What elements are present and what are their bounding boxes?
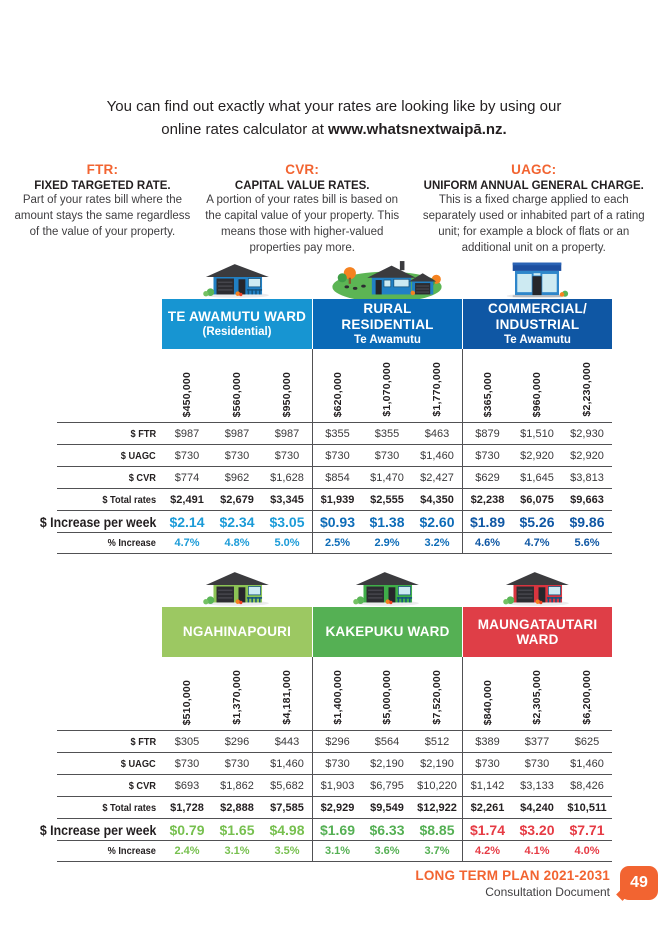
rate-value-cell: $10,511 [562, 796, 612, 818]
rate-value-cell: 4.2% [462, 840, 512, 862]
property-value-cell [262, 349, 312, 422]
rate-value-cell: $443 [262, 730, 312, 752]
definition-uagc [414, 162, 654, 256]
property-value-cell [512, 349, 562, 422]
rate-value-cell: $12,922 [412, 796, 462, 818]
rate-value-cell: $693 [162, 774, 212, 796]
rate-value-cell: $730 [462, 444, 512, 466]
row-label [57, 730, 162, 752]
rate-value-cell: $1,903 [312, 774, 362, 796]
rate-value-cell: $2,888 [212, 796, 262, 818]
property-value-cell [562, 349, 612, 422]
ward-title: TE AWAMUTU WARD [167, 309, 307, 324]
rate-value-cell: $879 [462, 422, 512, 444]
rate-value-cell: $2,920 [512, 444, 562, 466]
property-value: $950,000 [281, 371, 293, 417]
rural-property-icon [319, 255, 455, 299]
row-label-text: $ UAGC [121, 449, 156, 462]
rate-value-cell: $962 [212, 466, 262, 488]
rate-value-cell: $7.71 [562, 818, 612, 840]
rate-value-cell: $2,920 [562, 444, 612, 466]
row-label [57, 840, 162, 862]
definition-abbr: UAGC: [511, 162, 557, 177]
rate-value-cell: 4.6% [462, 532, 512, 554]
green-house-icon [337, 563, 437, 607]
rate-value-cell: $3.05 [262, 510, 312, 532]
rate-value-cell: $3,345 [262, 488, 312, 510]
intro-line1: You can find out exactly what your rates are looking like by using our [106, 98, 562, 115]
rate-value-cell: $1,460 [562, 752, 612, 774]
definition-abbr: FTR: [86, 162, 119, 177]
house-cell [162, 253, 312, 299]
row-label-text: % Increase [107, 537, 156, 549]
rate-value-cell: $2,261 [462, 796, 512, 818]
row-label [57, 752, 162, 774]
property-value: $510,000 [181, 679, 193, 725]
rate-value-cell: 3.5% [262, 840, 312, 862]
rate-value-cell: $730 [512, 752, 562, 774]
rate-value-cell: $987 [262, 422, 312, 444]
rate-value-cell: $730 [362, 444, 412, 466]
row-label [39, 510, 162, 532]
rate-value-cell: $377 [512, 730, 562, 752]
row-label-text: % Increase [107, 845, 156, 857]
ward-title: NGAHINAPOURI [182, 624, 292, 640]
rate-value-cell: $296 [312, 730, 362, 752]
rate-value-cell: $987 [162, 422, 212, 444]
label-column-spacer [57, 253, 162, 299]
property-value-cell [462, 657, 512, 730]
row-label [39, 818, 162, 840]
rate-value-cell: $3.20 [512, 818, 562, 840]
rate-value-cell: $9,549 [362, 796, 412, 818]
rate-value-cell: $1,862 [212, 774, 262, 796]
rate-value-cell: $7,585 [262, 796, 312, 818]
ward-subtitle: Te Awamutu [504, 333, 571, 346]
property-value: $2,305,000 [531, 670, 543, 725]
rate-value-cell: $2,491 [162, 488, 212, 510]
rate-value-cell: 4.7% [162, 532, 212, 554]
property-value-cell [412, 349, 462, 422]
rate-value-cell: 5.6% [562, 532, 612, 554]
house-cell [162, 561, 312, 607]
rate-value-cell: 3.2% [412, 532, 462, 554]
ward-title: RURAL RESIDENTIAL [341, 301, 434, 332]
row-label-text: $ Increase per week [39, 821, 156, 838]
rate-value-cell: $1.38 [362, 510, 412, 532]
rate-value-cell: $1.69 [312, 818, 362, 840]
houses-row [57, 253, 612, 299]
property-value: $1,770,000 [431, 362, 443, 417]
house-cell [462, 253, 612, 299]
ward-subtitle: Te Awamutu [354, 333, 421, 346]
rate-value-cell: $730 [462, 752, 512, 774]
rate-value-cell: $2.34 [212, 510, 262, 532]
rate-value-cell: $2.60 [412, 510, 462, 532]
property-value-cell [512, 657, 562, 730]
definition-body: A portion of your rates bill is based on the capital value of your property. This means those with higher-valued properties pay more. [205, 194, 400, 254]
rate-value-cell: $730 [312, 444, 362, 466]
rate-value-cell: $854 [312, 466, 362, 488]
rate-value-cell: $730 [312, 752, 362, 774]
intro-line2: online rates calculator at [161, 120, 329, 138]
definition-ftr [14, 162, 191, 256]
rate-value-cell: $1,142 [462, 774, 512, 796]
label-column-spacer [57, 561, 162, 607]
rate-value-cell: $6,795 [362, 774, 412, 796]
ward-header [162, 299, 312, 349]
rate-value-cell: $730 [262, 444, 312, 466]
rate-value-cell: 2.5% [312, 532, 362, 554]
rate-value-cell: $9.86 [562, 510, 612, 532]
rate-value-cell: $730 [162, 444, 212, 466]
property-value: $840,000 [481, 679, 494, 725]
definition-title: CAPITAL VALUE RATES. [234, 180, 370, 192]
rate-value-cell: $1,510 [512, 422, 562, 444]
rate-value-cell: 3.7% [412, 840, 462, 862]
ward-header [162, 607, 312, 657]
blue-house-icon [187, 255, 287, 299]
property-value: $4,181,000 [281, 670, 293, 725]
rate-value-cell: $1,645 [512, 466, 562, 488]
property-value: $620,000 [331, 371, 344, 417]
definition-title: UNIFORM ANNUAL GENERAL CHARGE. [423, 180, 644, 192]
rate-value-cell: 2.4% [162, 840, 212, 862]
rate-value-cell: $2,190 [412, 752, 462, 774]
rate-value-cell: $0.79 [162, 818, 212, 840]
rate-value-cell: 5.0% [262, 532, 312, 554]
rate-value-cell: 2.9% [362, 532, 412, 554]
row-label [57, 466, 162, 488]
rate-value-cell: $1,460 [412, 444, 462, 466]
rate-value-cell: $1,939 [312, 488, 362, 510]
rate-value-cell: 4.1% [512, 840, 562, 862]
property-value: $1,400,000 [331, 670, 344, 725]
ward-title: COMMERCIAL/ INDUSTRIAL [488, 301, 587, 332]
label-column-spacer [57, 299, 162, 349]
values-row-spacer [57, 349, 162, 422]
rate-value-cell: $9,663 [562, 488, 612, 510]
rate-value-cell: $8,426 [562, 774, 612, 796]
property-value: $560,000 [231, 371, 243, 417]
rate-value-cell: $6.33 [362, 818, 412, 840]
property-value: $1,070,000 [381, 362, 393, 417]
rate-value-cell: 4.7% [512, 532, 562, 554]
property-value-cell [362, 657, 412, 730]
red-house-icon [487, 563, 587, 607]
property-value-cell [312, 657, 362, 730]
rate-value-cell: $1,628 [262, 466, 312, 488]
rate-value-cell: $2,555 [362, 488, 412, 510]
urban-rates-table [39, 253, 612, 554]
intro-text [60, 96, 608, 141]
rate-value-cell: 4.0% [562, 840, 612, 862]
rate-value-cell: $3,133 [512, 774, 562, 796]
row-label [57, 774, 162, 796]
property-value-cell [562, 657, 612, 730]
property-value: $6,200,000 [581, 670, 593, 725]
property-value-cell [162, 349, 212, 422]
footer-text [415, 868, 610, 899]
rate-value-cell: $0.93 [312, 510, 362, 532]
rate-value-cell: $4,350 [412, 488, 462, 510]
rate-value-cell: $564 [362, 730, 412, 752]
row-label [57, 422, 162, 444]
rate-value-cell: $305 [162, 730, 212, 752]
rates-grid [39, 657, 612, 862]
commercial-building-icon [487, 255, 587, 299]
rate-value-cell: $355 [362, 422, 412, 444]
ward-header [462, 607, 612, 657]
row-label-text: $ FTR [130, 735, 156, 748]
row-label [57, 488, 162, 510]
rate-value-cell: $463 [412, 422, 462, 444]
ward-title: KAKEPUKU WARD [325, 624, 450, 640]
rate-value-cell: $8.85 [412, 818, 462, 840]
definition-cvr [199, 162, 406, 256]
rate-value-cell: $1.89 [462, 510, 512, 532]
property-value: $1,370,000 [231, 670, 243, 725]
rate-value-cell: $2,190 [362, 752, 412, 774]
rate-value-cell: $730 [212, 444, 262, 466]
rate-value-cell: $2,679 [212, 488, 262, 510]
property-value-cell [412, 657, 462, 730]
rate-value-cell: 3.6% [362, 840, 412, 862]
rate-value-cell: $2,427 [412, 466, 462, 488]
house-cell [312, 253, 462, 299]
ward-header-row [57, 607, 612, 657]
property-value-cell [312, 349, 362, 422]
footer-title: LONG TERM PLAN 2021-2031 [415, 867, 610, 883]
rate-value-cell: $1.65 [212, 818, 262, 840]
ward-header [312, 607, 462, 657]
rate-value-cell: $355 [312, 422, 362, 444]
rate-value-cell: $730 [162, 752, 212, 774]
property-value-cell [362, 349, 412, 422]
rate-value-cell: $4.98 [262, 818, 312, 840]
page-footer [415, 866, 658, 900]
rate-value-cell: $629 [462, 466, 512, 488]
rate-value-cell: 3.1% [312, 840, 362, 862]
rural-wards-rates-table [39, 561, 612, 862]
row-label [57, 444, 162, 466]
rate-value-cell: $730 [212, 752, 262, 774]
rate-value-cell: $2.14 [162, 510, 212, 532]
definition-abbr: CVR: [285, 162, 320, 177]
property-value: $7,520,000 [431, 670, 443, 725]
rate-value-cell: $1,460 [262, 752, 312, 774]
rate-value-cell: $5.26 [512, 510, 562, 532]
property-value-cell [212, 657, 262, 730]
rate-value-cell: $5,682 [262, 774, 312, 796]
rates-grid [39, 349, 612, 554]
house-cell [312, 561, 462, 607]
ward-header-row [57, 299, 612, 349]
rate-value-cell: 4.8% [212, 532, 262, 554]
row-label-text: $ Increase per week [39, 513, 156, 530]
rate-value-cell: $3,813 [562, 466, 612, 488]
ward-header [312, 299, 462, 349]
rate-value-cell: $1,728 [162, 796, 212, 818]
ward-subtitle: (Residential) [202, 326, 272, 339]
property-value: $5,000,000 [381, 670, 393, 725]
row-label [57, 532, 162, 554]
rate-value-cell: $10,220 [412, 774, 462, 796]
houses-row [57, 561, 612, 607]
rate-value-cell: $2,930 [562, 422, 612, 444]
rate-value-cell: $2,238 [462, 488, 512, 510]
rate-value-cell: 3.1% [212, 840, 262, 862]
page-number: 49 [630, 874, 648, 891]
property-value: $365,000 [481, 371, 494, 417]
rate-value-cell: $2,929 [312, 796, 362, 818]
rate-definitions [14, 162, 654, 256]
row-label-text: $ CVR [128, 471, 156, 484]
row-label [57, 796, 162, 818]
property-value-cell [162, 657, 212, 730]
row-label-text: $ UAGC [121, 757, 156, 770]
property-value-cell [262, 657, 312, 730]
rate-value-cell: $4,240 [512, 796, 562, 818]
house-cell [462, 561, 612, 607]
row-label-text: $ Total rates [102, 801, 156, 814]
rates-calculator-url: www.whatsnextwaipā.nz. [328, 120, 507, 138]
ward-title: MAUNGATAUTARI WARD [477, 616, 598, 647]
page-number-badge [620, 866, 658, 900]
values-row-spacer [57, 657, 162, 730]
rate-value-cell: $1.74 [462, 818, 512, 840]
property-value: $960,000 [531, 371, 543, 417]
definition-body: This is a fixed charge applied to each separately used or inhabited part of a rating unit; for example a block of flats or an additional unit on a property. [422, 194, 645, 254]
label-column-spacer [57, 607, 162, 657]
definition-title: FIXED TARGETED RATE. [34, 180, 171, 192]
property-value: $2,230,000 [581, 362, 593, 417]
rate-value-cell: $512 [412, 730, 462, 752]
footer-subtitle: Consultation Document [485, 884, 610, 899]
rate-value-cell: $987 [212, 422, 262, 444]
rate-value-cell: $625 [562, 730, 612, 752]
rate-value-cell: $389 [462, 730, 512, 752]
row-label-text: $ Total rates [102, 493, 156, 506]
light-green-house-icon [187, 563, 287, 607]
row-label-text: $ FTR [130, 427, 156, 440]
property-value: $450,000 [181, 371, 193, 417]
rate-value-cell: $774 [162, 466, 212, 488]
row-label-text: $ CVR [128, 779, 156, 792]
rate-value-cell: $1,470 [362, 466, 412, 488]
ward-header [462, 299, 612, 349]
property-value-cell [462, 349, 512, 422]
definition-body: Part of your rates bill where the amount stays the same regardless of the value of your property. [14, 194, 191, 238]
property-value-cell [212, 349, 262, 422]
rate-value-cell: $6,075 [512, 488, 562, 510]
rate-value-cell: $296 [212, 730, 262, 752]
